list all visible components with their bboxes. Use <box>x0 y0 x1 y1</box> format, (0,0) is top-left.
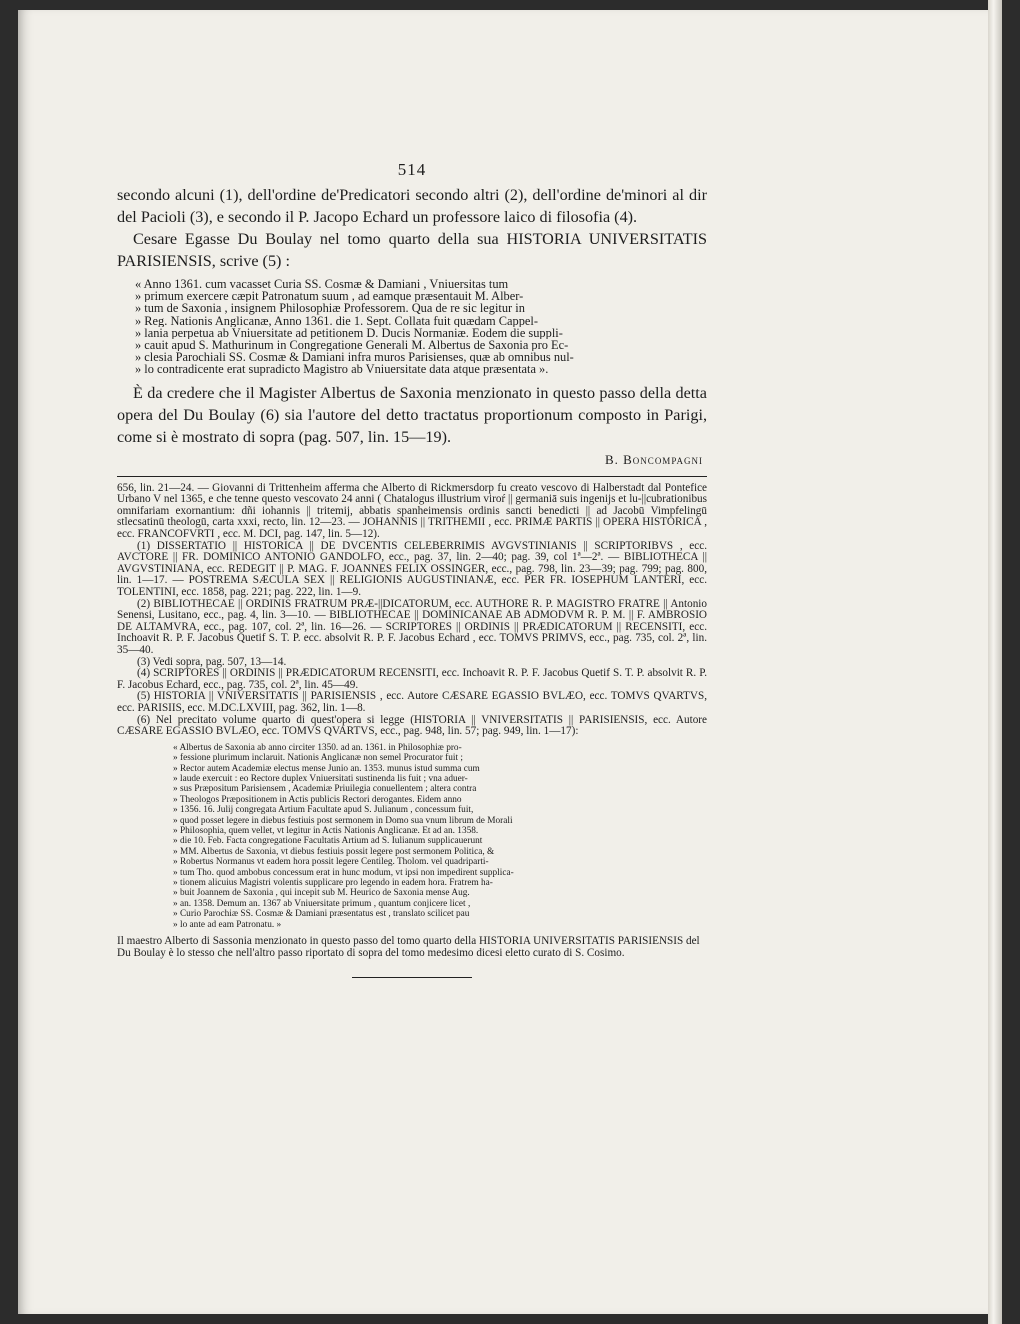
footnote-rule <box>117 476 707 477</box>
footnote-quote-line: » Rector autem Academiæ electus mense Junio an. 1353. munus istud summa cum <box>173 764 707 774</box>
footnote-quote-line: » sus Præpositum Parisiensem , Academiæ Priuilegia conuellentem ; altera contra <box>173 784 707 794</box>
footnote-quote-line: » tum Tho. quod ambobus concessum erat in hunc modum, vt ipsi non impedirent supplica- <box>173 868 707 878</box>
page-content <box>117 160 707 978</box>
footnote: (5) HISTORIA || VNIVERSITATIS || PARISIENSIS , ecc. Autore CÆSARE EGASSIO BVLÆO, ecc. TOMVS QVARTVS, ecc. PARISIIS, ecc. M.DC.LXVIII, pag. 362, lin. 1—8. <box>117 690 707 714</box>
footnote-quote-line: » Curio Parochiæ SS. Cosmæ & Damiani præsentatus est , translato scilicet pau <box>173 909 707 919</box>
paragraph-1: secondo alcuni (1), dell'ordine de'Predicatori secondo altri (2), dell'ordine de'minori al dir del Pacioli (3), e secondo il P. Jacopo Echard un professore laico di filosofia (4). <box>117 186 707 226</box>
footnote: (6) Nel precitato volume quarto di quest'opera si legge (HISTORIA || VNIVERSITATIS || PARISIENSIS, ecc. Autore CÆSARE EGASSIO BVLÆO, ecc. TOMVS QVARTVS, ecc., pag. 948, lin. 57; pag. 949, lin. 1—17): <box>117 713 707 738</box>
footnote-quote-line: » Theologos Præpositionem in Actis publicis Rectori derogantes. Eidem anno <box>173 795 707 805</box>
quote-line: » tum de Saxonia , insignem Philosophiæ Professorem. Qua de re sic legitur in <box>135 302 707 314</box>
end-rule <box>352 977 472 978</box>
footnote: (4) SCRIPTORES || ORDINIS || PRÆDICATORUM RECENSITI, ecc. Inchoavit R. P. F. Jacobus Quetif S. T. P. absolvit R. P. F. Jacobus Echard, ecc., pag. 735, col. 2ª, lin. 45—49. <box>117 667 707 691</box>
final-note: Il maestro Alberto di Sassonia menzionato in questo passo del tomo quarto della HISTORIA UNIVERSITATIS PARISIENSIS del Du Boulay è lo stesso che nell'altro passo riportato di sopra del tomo medesimo dicesi eletto curato di S. Cosimo. <box>117 935 700 959</box>
footnote-quote-line: » lo ante ad eam Patronatu. » <box>173 920 707 930</box>
footnote-quote-line: » die 10. Feb. Facta congregatione Facultatis Artium ad S. Iulianum supplicauerunt <box>173 836 707 846</box>
footnotes <box>117 483 707 738</box>
footnote-quote-line: » Philosophia, quem vellet, vt legitur in Actis Nationis Anglicanæ. Et ad an. 1358. <box>173 826 707 836</box>
signature: B. Boncompagni <box>604 451 703 467</box>
footnote-quote-line: « Albertus de Saxonia ab anno circiter 1350. ad an. 1361. in Philosophiæ pro- <box>173 743 707 753</box>
quote-line: « Anno 1361. cum vacasset Curia SS. Cosmæ & Damiani , Vniuersitas tum <box>135 278 707 290</box>
footnote-quote-line: » laude exercuit : eo Rectore duplex Vniuersitati sustinenda lis fuit ; vna aduer- <box>173 774 707 784</box>
quote-line: » lo contradicente erat supradicto Magistro ab Vniuersitate data atque præsentata ». <box>135 363 707 375</box>
quote-line: » clesia Parochiali SS. Cosmæ & Damiani infra muros Parisienses, quæ ab omnibus nul- <box>135 351 707 363</box>
page-edge <box>988 0 1002 1324</box>
footnote: (3) Vedi sopra, pag. 507, 13—14. <box>137 655 287 668</box>
footnote-quote-line: » 1356. 16. Julij congregata Artium Facultate apud S. Julianum , concessum fuit, <box>173 805 707 815</box>
footnote-quote-line: » fessione plurimum inclaruit. Nationis Anglicanæ non semel Procurator fuit ; <box>173 753 707 763</box>
footnote-quote-line: » tionem alicuius Magistri volentis supplicare pro legendo in eadem hora. Fratrem ha- <box>173 878 707 888</box>
footnote-quote-line: » quod posset legere in diebus festiuis post sermonem in Domo sua vnum librum de Morali <box>173 816 707 826</box>
paragraph-3: È da credere che il Magister Albertus de Saxonia menzionato in questo passo della detta opera del Du Boulay (6) sia l'autore del detto tractatus proportionum composto in Parigi, come si è mostrato di sopra (pag. 507, lin. 15—19). <box>117 383 707 446</box>
footnote: (1) DISSERTATIO || HISTORICA || DE DVCENTIS CELEBERRIMIS AVGVSTINIANIS || SCRIPTORIBVS , ecc. AVCTORE || FR. DOMINICO ANTONIO GANDOLFO, ecc., pag. 37, lin. 2—40; pag. 39, col 1ª—2ª. — BIBLIOTHECA || AVGVSTINIANA, ecc. REDEGIT || P. MAG. F. JOANNES FELIX OSSINGER, ecc., pag. 798, lin. 23—39; pag. 799; pag. 800, lin. 1—17. — POSTREMA SÆCULA SEX || RELIGIONIS AUGUSTINIANÆ, ecc. PER FR. IOSEPHUM LANTERI, ecc. TOLENTINI, ecc. 1858, pag. 221; pag. 222, lin. 1—9. <box>117 539 707 598</box>
latin-quote <box>135 278 707 376</box>
quote-line: » lania perpetua ab Vniuersitate ad petitionem D. Ducis Normaniæ. Eodem die suppli- <box>135 327 707 339</box>
quote-line: » Reg. Nationis Anglicanæ, Anno 1361. die 1. Sept. Collata fuit quædam Cappel- <box>135 315 707 327</box>
footnote-quote-line: » an. 1358. Demum an. 1367 ab Vniuersitate primum , quantum conjicere licet , <box>173 899 707 909</box>
paragraph-2: Cesare Egasse Du Boulay nel tomo quarto della sua HISTORIA UNIVERSITATIS PARISIENSIS, scrive (5) : <box>117 230 707 270</box>
footnote-quote-line: » buit Joannem de Saxonia , qui incepit sub M. Heurico de Saxonia mense Aug. <box>173 888 707 898</box>
footnote-quote <box>173 743 707 930</box>
footnote-quote-line: » MM. Albertus de Saxonia, vt diebus festiuis possit legere post sermonem Politica, & <box>173 847 707 857</box>
footnote: 656, lin. 21—24. — Giovanni di Trittenheim afferma che Alberto di Rickmersdorp fu creato vescovo di Halberstadt dal Pontefice Urbano V nel 1365, e che tenne questo vescovato 24 anni ( Chatalogus illustrium viroŕ || germaniā suis ingenijs et lu-||cubrationibus omnifariam exornantium: dñi iohannis || tritemij, abbatis spanheimensis ordinis sancti benedicti || ad Jacobū Vimpfelingū stlecsatinū theologū, carta xxxi, recto, lin. 12—23. — JOHANNIS || TRITHEMII , ecc. PRIMÆ PARTIS || OPERA HISTORICA , ecc. FRANCOFVRTI , ecc. M. DCI, pag. 147, lin. 5—12). <box>117 481 707 540</box>
footnote-quote-line: » Robertus Normanus vt eadem hora possit legere Centileg. Tholom. vel quadriparti- <box>173 857 707 867</box>
quote-line: » primum exercere cæpit Patronatum suum , ad eamque præsentauit M. Alber- <box>135 290 707 302</box>
footnote: (2) BIBLIOTHECAE || ORDINIS FRATRUM PRÆ-||DICATORUM, ecc. AUTHORE R. P. MAGISTRO FRATRE || Antonio Senensi, Lusitano, ecc., pag. 4, lin. 3—10. — BIBLIOTHECAE || DOMINICANAE AB ADMODVM R. P. M. || F. AMBROSIO DE ALTAMVRA, ecc., pag. 107, col. 2ª, lin. 16—26. — SCRIPTORES || ORDINIS || PRÆDICATORUM || RECENSITI, ecc. Inchoavit R. P. F. Jacobus Quetif S. T. P. ecc. absolvit R. P. F. Jacobus Echard , ecc. TOMVS PRIMVS, ecc., pag. 735, col. 2ª, lin. 35—40. <box>117 597 707 656</box>
page-number: 514 <box>397 160 427 179</box>
quote-line: » cauit apud S. Mathurinum in Congregatione Generali M. Albertus de Saxonia pro Ec- <box>135 339 707 351</box>
